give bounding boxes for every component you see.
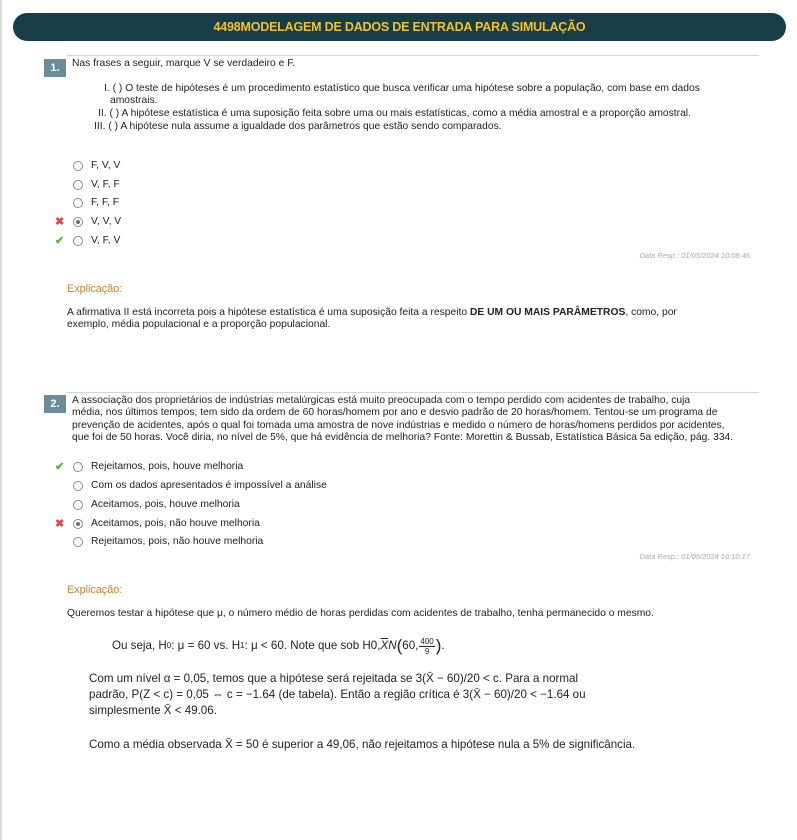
option-a[interactable]: Rejeitamos, pois, houve melhoria	[73, 459, 243, 475]
radio-button-selected[interactable]	[73, 217, 83, 227]
option-d[interactable]: Aceitamos, pois, não houve melhoria	[73, 516, 260, 532]
option-d[interactable]: V, V, V	[73, 214, 121, 230]
question-divider	[67, 392, 759, 393]
wrong-icon: ✖	[55, 518, 65, 530]
option-b[interactable]: V, F, F	[73, 177, 120, 193]
page-title: 4498MODELAGEM DE DADOS DE ENTRADA PARA SIMULAÇÃO	[13, 13, 786, 41]
wrong-icon: ✖	[55, 216, 65, 228]
critical-region-text: Com um nível α = 0,05, temos que a hipótese será rejeitada se 3(X̄ − 60)/20 < c. Para a normal padrão, P(Z < c) = 0,05 ⇔ c = −1.64 (de tabela). Então a região crítica é 3(X̄ − 60)/20 < −1.64 ou simplesmente X̄ < 49.06.	[89, 672, 586, 717]
question-prompt: Nas frases a seguir, marque V se verdadeiro e F.	[72, 58, 296, 69]
question-number-badge: 1.	[44, 59, 66, 77]
question-prompt: A associação dos proprietários de indústrias metalúrgicas está muito preocupada com o tempo perdido com acidentes de trabalho, cuja média, nos últimos tempos, tem sido da ordem de 60 horas/homem por ano e desvio padrão de 20 horas/homem. Tentou-se um programa de prevenção de acidentes, após o qual foi tomada uma amostra de nove indústrias e medido o número de horas/homens perdidos por acidentes, que foi de 50 horas. Você diria, no nível de 5%, que há evidência de melhoria? Fonte: Morettin & Bussab, Estatística Básica 5a edição, pág. 334.	[72, 395, 734, 443]
radio-button[interactable]	[73, 500, 83, 510]
left-border	[0, 0, 2, 840]
question-divider	[67, 55, 759, 56]
question-number-badge: 2.	[44, 395, 66, 413]
explanation-title: Explicação:	[67, 283, 123, 295]
hypothesis-formula: Ou seja, H 0 : μ = 60 vs. H 1 : μ < 60. Note que sob H0, $\overline{X}$ N ( 60, $\frac{400}{9}$ ) .	[112, 636, 445, 656]
explanation-text: A afirmativa II está incorreta pois a hipótese estatística é uma suposição feita a respeito DE UM OU MAIS PARÂMETROS, como, por exemplo, média populacional e a proporção populacional.	[67, 307, 677, 331]
radio-button[interactable]	[73, 180, 83, 190]
radio-button[interactable]	[73, 537, 83, 547]
correct-icon: ✔	[55, 461, 65, 473]
option-c[interactable]: Aceitamos, pois, houve melhoria	[73, 497, 240, 513]
correct-icon: ✔	[55, 235, 65, 247]
radio-button[interactable]	[73, 462, 83, 472]
radio-button[interactable]	[73, 161, 83, 171]
radio-button[interactable]	[73, 198, 83, 208]
statement-3: III. ( ) A hipótese nula assume a igualdade dos parâmetros que estão sendo comparados.	[94, 121, 502, 132]
explanation-intro: Queremos testar a hipótese que μ, o número médio de horas perdidas com acidentes de trabalho, tenha permanecido o mesmo.	[67, 608, 654, 619]
option-b[interactable]: Com os dados apresentados é impossível a análise	[73, 478, 327, 494]
radio-button-selected[interactable]	[73, 519, 83, 529]
option-c[interactable]: F, F, F	[73, 195, 119, 211]
answer-date: Data Resp.: 01/05/2024 10:08:46	[639, 251, 750, 260]
conclusion-text: Como a média observada X̄ = 50 é superior a 49,06, não rejeitamos a hipótese nula a 5% de significância.	[89, 738, 636, 751]
statement-1-cont: amostrais.	[110, 95, 158, 106]
statement-1: I. ( ) O teste de hipóteses é um procedimento estatístico que busca verificar uma hipótese sobre a população, com base em dados	[104, 83, 700, 94]
option-e[interactable]: Rejeitamos, pois, não houve melhoria	[73, 534, 263, 550]
statement-2: II. ( ) A hipótese estatística é uma suposição feita sobre uma ou mais estatísticas, como a média amostral e a proporção amostral.	[98, 108, 691, 119]
option-e[interactable]: V, F, V	[73, 233, 120, 249]
explanation-title: Explicação:	[67, 584, 123, 596]
answer-date: Data Resp.: 01/05/2024 10:10:17	[639, 552, 750, 561]
radio-button[interactable]	[73, 481, 83, 491]
radio-button[interactable]	[73, 236, 83, 246]
option-a[interactable]: F, V, V	[73, 158, 120, 174]
